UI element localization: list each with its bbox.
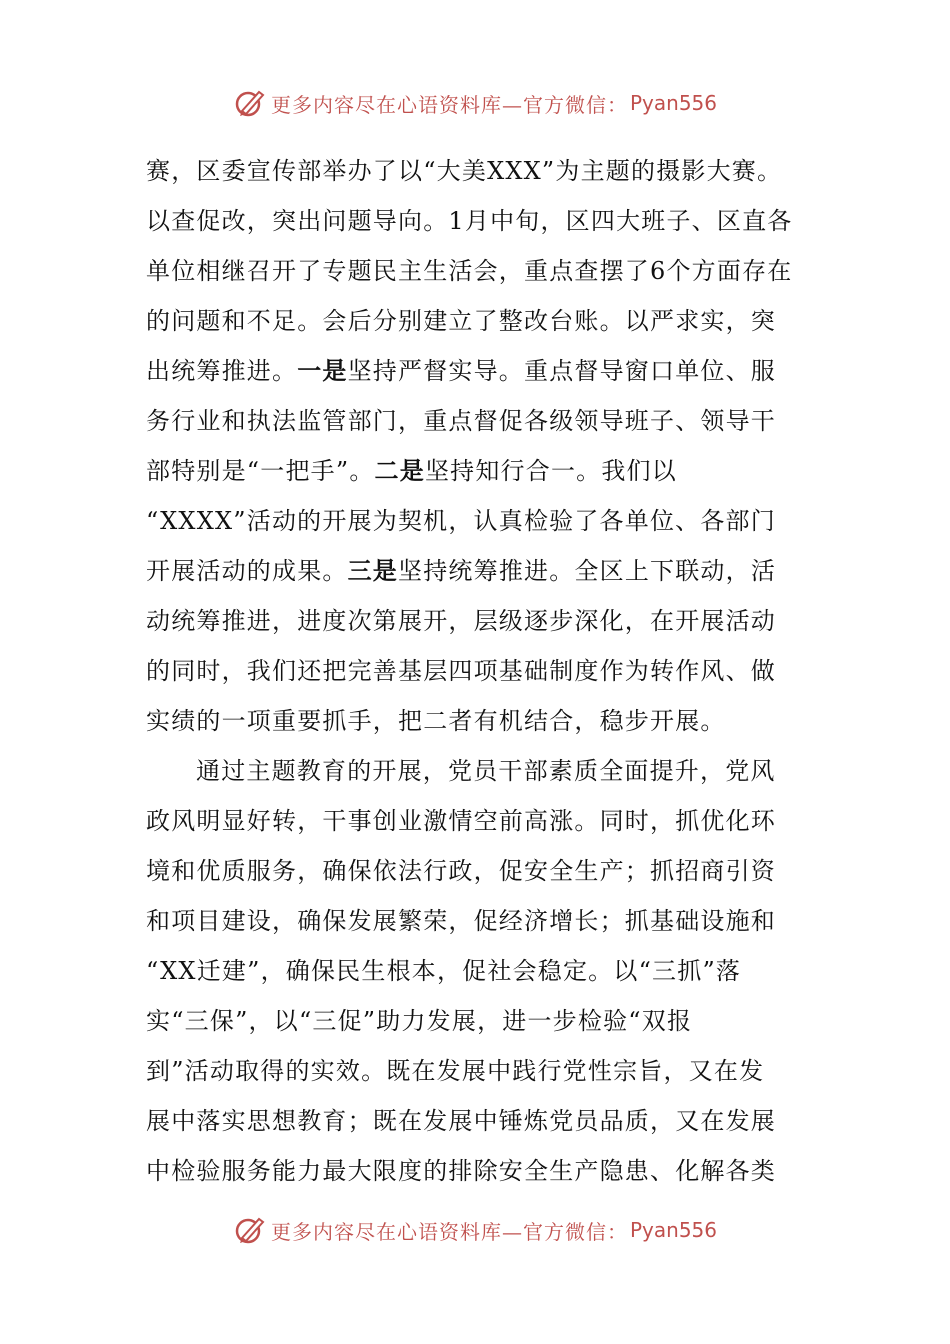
text-segment: “XXXX”活动的开展为契机，认真检验了各单位、各部门 [146, 507, 776, 535]
text-segment: 到”活动取得的实效。既在发展中践行党性宗旨，又在发 [146, 1057, 765, 1085]
pen-logo-icon [233, 86, 267, 120]
text-line [146, 446, 826, 496]
text-segment: 中检验服务能力最大限度的排除安全生产隐患、化解各类 [146, 1157, 776, 1185]
text-segment: 单位相继召开了专题民主生活会，重点查摆了6个方面存在 [146, 257, 793, 285]
text-segment: 开展活动的成果。 [146, 557, 348, 585]
text-segment: 实“三保”，以“三促”助力发展，进一步检验“双报 [146, 1007, 693, 1035]
text-line [146, 696, 826, 746]
text-line [146, 246, 826, 296]
text-segment: 坚持严督实导。重点督导窗口单位、服 [347, 357, 777, 385]
text-segment: 务行业和执法监管部门，重点督促各级领导班子、领导干 [146, 407, 776, 435]
text-segment: 动统筹推进，进度次第展开，层级逐步深化，在开展活动 [146, 607, 776, 635]
footer-banner [0, 1210, 950, 1250]
text-segment: 的问题和不足。会后分别建立了整改台账。以严求实，突 [146, 307, 776, 335]
bold-lead-phrase: 二是 [374, 457, 425, 485]
text-segment: 出统筹推进。 [146, 357, 298, 385]
text-line [146, 1146, 826, 1196]
text-line [146, 746, 826, 796]
text-line [146, 896, 826, 946]
text-line [146, 496, 826, 546]
document-body [146, 146, 826, 1196]
text-segment: 境和优质服务，确保依法行政，促安全生产；抓招商引资 [146, 857, 776, 885]
text-line [146, 546, 826, 596]
text-segment: 坚持知行合一。我们以 [424, 457, 677, 485]
pen-logo-icon [233, 1213, 267, 1247]
text-line [146, 996, 826, 1046]
banner-text: 更多内容尽在心语资料库—官方微信： [270, 92, 628, 117]
text-segment: 部特别是“一把手”。 [146, 457, 375, 485]
text-line [146, 796, 826, 846]
text-segment: 以查促改，突出问题导向。1月中旬，区四大班子、区直各 [146, 207, 793, 235]
text-segment: 赛，区委宣传部举办了以“大美XXX”为主题的摄影大赛。 [146, 157, 783, 185]
banner-text: 更多内容尽在心语资料库—官方微信： [270, 1219, 628, 1244]
text-segment: 实绩的一项重要抓手，把二者有机结合，稳步开展。 [146, 707, 726, 735]
text-segment: 通过主题教育的开展，党员干部素质全面提升，党风 [196, 757, 776, 785]
text-line [146, 946, 826, 996]
wechat-id: Pyan556 [629, 91, 717, 115]
text-line [146, 1046, 826, 1096]
wechat-id: Pyan556 [629, 1218, 717, 1242]
text-segment: 政风明显好转，干事创业激情空前高涨。同时，抓优化环 [146, 807, 776, 835]
text-line [146, 1096, 826, 1146]
text-line [146, 196, 826, 246]
text-segment: 坚持统筹推进。全区上下联动，活 [398, 557, 777, 585]
bold-lead-phrase: 一是 [297, 357, 348, 385]
text-segment: 和项目建设，确保发展繁荣，促经济增长；抓基础设施和 [146, 907, 776, 935]
text-line [146, 296, 826, 346]
text-line [146, 596, 826, 646]
bold-lead-phrase: 三是 [347, 557, 399, 585]
text-line [146, 146, 826, 196]
text-segment: 展中落实思想教育；既在发展中锤炼党员品质，又在发展 [146, 1107, 776, 1135]
text-line [146, 846, 826, 896]
text-line [146, 396, 826, 446]
text-line [146, 346, 826, 396]
text-segment: 的同时，我们还把完善基层四项基础制度作为转作风、做 [146, 657, 776, 685]
header-banner [0, 83, 950, 123]
text-line [146, 646, 826, 696]
text-segment: “XX迁建”，确保民生根本，促社会稳定。以“三抓”落 [146, 957, 742, 985]
